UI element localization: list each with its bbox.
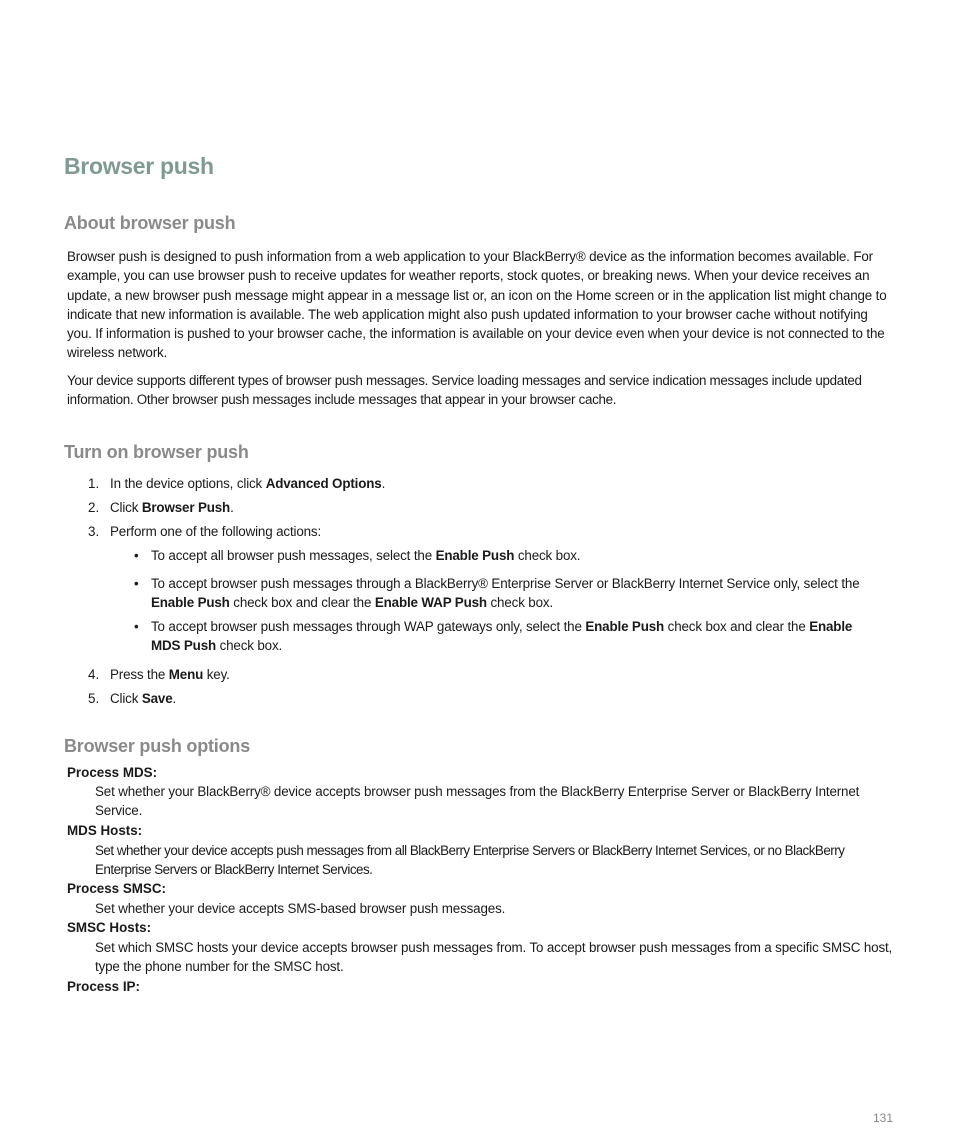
bullet-3-marker: •: [134, 619, 139, 634]
bullet-2-marker: •: [134, 576, 139, 591]
step-5-number: 5.: [88, 691, 100, 706]
option-def-process-smsc: Set whether your device accepts SMS-based browser push messages.: [95, 901, 506, 916]
step-4-number: 4.: [88, 667, 100, 682]
advanced-options-label: Advanced Options: [265, 476, 382, 491]
step-5: Click Save.: [110, 691, 177, 706]
option-term-mds-hosts: MDS Hosts:: [67, 823, 143, 838]
options-heading: Browser push options: [64, 736, 251, 756]
save-label: Save: [141, 691, 173, 706]
step-1-number: 1.: [88, 476, 100, 491]
option-def-smsc-hosts: Set which SMSC hosts your device accepts browser push messages from. To accept browser push messages from a specific SMSC host, type the phone number for the SMSC host.: [95, 940, 893, 975]
option-term-process-ip: Process IP:: [67, 979, 140, 994]
turn-on-heading: Turn on browser push: [64, 442, 249, 462]
page-number: 131: [873, 1111, 894, 1125]
menu-key-label: Menu: [168, 667, 204, 682]
step-2: Click Browser Push.: [110, 500, 234, 515]
option-term-process-smsc: Process SMSC:: [67, 881, 166, 896]
about-heading: About browser push: [64, 213, 236, 233]
step-1: In the device options, click Advanced Options.: [110, 476, 386, 491]
browser-push-label: Browser Push: [141, 500, 231, 515]
step-3: Perform one of the following actions:: [110, 524, 322, 539]
option-term-smsc-hosts: SMSC Hosts:: [67, 920, 152, 935]
step-4: Press the Menu key.: [110, 667, 230, 682]
bullet-1: To accept all browser push messages, select the Enable Push check box.: [151, 548, 581, 563]
bullet-3-line-2: MDS Push check box.: [151, 638, 283, 653]
option-def-mds-hosts: Set whether your device accepts push messages from all BlackBerry Enterprise Servers or BlackBerry Internet Services, or no BlackBerry Enterprise Servers or BlackBerry Internet Services.: [95, 843, 845, 878]
option-term-process-mds: Process MDS:: [67, 765, 158, 780]
step-2-number: 2.: [88, 500, 100, 515]
option-def-process-mds: Set whether your BlackBerry® device accepts browser push messages from the BlackBerry Enterprise Server or BlackBerry Internet Service.: [95, 784, 860, 819]
bullet-2-line-2: Enable Push check box and clear the Enable WAP Push check box.: [151, 595, 554, 610]
bullet-1-marker: •: [134, 548, 139, 563]
page-title: Browser push: [64, 153, 214, 179]
about-paragraph-2: Your device supports different types of browser push messages. Service loading messages and service indication messages include updated information. Other browser push messages include messages that appear in your browser cache.: [67, 373, 862, 408]
bullet-3-line-1: To accept browser push messages through WAP gateways only, select the Enable Push check box and clear the Enable: [151, 619, 853, 634]
bullet-2-line-1: To accept browser push messages through a BlackBerry® Enterprise Server or BlackBerry Internet Service only, select the: [151, 576, 860, 591]
step-3-number: 3.: [88, 524, 100, 539]
about-paragraph-1: Browser push is designed to push information from a web application to your BlackBerry® device as the information becomes available. For example, you can use browser push to receive updates for weather reports, stock quotes, or breaking news. When your device receives an update, a new browser push message might appear in a message list or, an icon on the Home screen or in the application list might change to indicate that new information is available. The web application might also push updated information to your browser cache without notifying you. If information is pushed to your browser cache, the information is available on your device even when your device is not connected to the wireless network.: [67, 249, 887, 361]
